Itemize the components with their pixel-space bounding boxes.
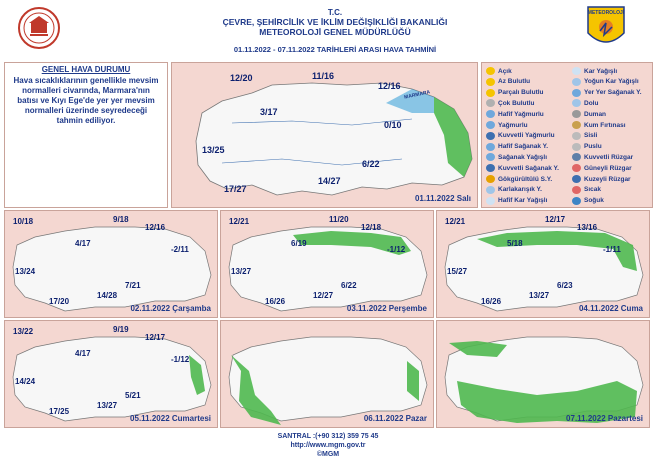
- legend-weather-icon: [486, 99, 495, 107]
- legend-weather-icon: [486, 143, 495, 151]
- main-temp-3: 12/16: [378, 81, 401, 91]
- legend-weather-icon: [572, 121, 581, 129]
- legend-label: Kar Yağışlı: [584, 67, 618, 75]
- legend-weather-icon: [486, 164, 495, 172]
- temperature-label: 7/21: [125, 281, 141, 290]
- temperature-label: -2/11: [171, 245, 189, 254]
- legend-item: [572, 89, 642, 97]
- temperature-label: 9/19: [113, 325, 129, 334]
- temperature-label: 14/24: [15, 377, 36, 386]
- main-temp-4: 3/17: [260, 107, 278, 117]
- legend-item: [572, 78, 639, 86]
- legend-label: Soğuk: [584, 197, 604, 205]
- temperature-label: 12/16: [145, 223, 166, 232]
- main-temp-2: 11/16: [312, 71, 335, 81]
- legend-item: [486, 89, 544, 97]
- temperature-label: 15/27: [447, 267, 468, 276]
- legend-item: [486, 78, 530, 86]
- forecast-map-panel: [4, 210, 218, 318]
- header-forecast-title: 01.11.2022 - 07.11.2022 TARİHLERİ ARASI HAVA TAHMİNİ: [233, 45, 437, 54]
- temperature-label: 6/19: [291, 239, 307, 248]
- temperature-label: 13/16: [577, 223, 598, 232]
- legend-item: [572, 197, 604, 205]
- temperature-label: 12/21: [445, 217, 466, 226]
- legend-label: Sisli: [584, 132, 598, 140]
- legend-label: Yağmurlu: [498, 121, 528, 129]
- legend-weather-icon: [486, 186, 495, 194]
- forecast-map-svg: [437, 211, 649, 317]
- legend-weather-icon: [486, 197, 495, 205]
- forecast-map-panel: [220, 320, 434, 428]
- temperature-label: 12/18: [361, 223, 382, 232]
- temperature-label: 9/18: [113, 215, 129, 224]
- legend-item: [572, 143, 602, 151]
- legend-weather-icon: [572, 164, 581, 172]
- forecast-date: 02.11.2022 Çarşamba: [130, 304, 211, 313]
- legend-weather-icon: [486, 89, 495, 97]
- temperature-label: -1/11: [603, 245, 621, 254]
- legend-label: Yoğun Kar Yağışlı: [584, 78, 639, 86]
- temperature-label: -1/12: [171, 355, 190, 364]
- temperature-label: 10/18: [13, 217, 34, 226]
- legend-item: [572, 132, 597, 140]
- temperature-label: 17/20: [49, 297, 70, 306]
- temperature-label: 12/27: [313, 291, 334, 300]
- temperature-label: -1/12: [387, 245, 406, 254]
- legend-item: [572, 121, 626, 129]
- temperature-label: 17/25: [49, 407, 70, 416]
- legend-weather-icon: [572, 99, 581, 107]
- temperature-label: 4/17: [75, 349, 91, 358]
- legend-item: [486, 175, 552, 183]
- temperature-label: 4/17: [75, 239, 91, 248]
- summary-title: GENEL HAVA DURUMU: [41, 65, 131, 74]
- legend-weather-icon: [572, 110, 581, 118]
- temperature-label: 5/21: [125, 391, 141, 400]
- legend-item: [486, 153, 547, 161]
- forecast-map-svg: [5, 211, 217, 317]
- temperature-label: 13/27: [529, 291, 550, 300]
- temperature-label: 13/22: [13, 327, 34, 336]
- header-ministry: ÇEVRE, ŞEHİRCİLİK VE İKLİM DEĞİŞİKLİĞİ BAKANLIĞI: [222, 17, 448, 27]
- legend-weather-icon: [572, 67, 581, 75]
- main-temp-9: 14/27: [318, 176, 341, 186]
- legend-label: Hafif Sağanak Y.: [498, 143, 549, 151]
- legend-label: Sıcak: [584, 186, 601, 194]
- forecast-map-panel: [436, 320, 650, 428]
- legend-weather-icon: [486, 175, 495, 183]
- legend-item: [572, 175, 631, 183]
- header-directorate: METEOROLOJİ GENEL MÜDÜRLÜĞÜ: [259, 27, 411, 37]
- legend-item: [486, 110, 544, 118]
- forecast-map-svg: [221, 321, 433, 427]
- legend-label: Duman: [584, 110, 607, 118]
- legend-label: Kum Fırtınası: [584, 121, 626, 129]
- forecast-map-panel: [436, 210, 650, 318]
- footer-website[interactable]: http://www.mgm.gov.tr: [290, 442, 366, 449]
- legend-item: [486, 132, 555, 140]
- main-map-panel: [171, 62, 478, 208]
- legend-weather-icon: [486, 132, 495, 140]
- legend-weather-icon: [572, 175, 581, 183]
- legend-item: [572, 67, 617, 75]
- main-temp-1: 12/20: [230, 73, 253, 83]
- temperature-label: 6/22: [341, 281, 357, 290]
- temperature-label: 13/24: [15, 267, 36, 276]
- legend-label: Kuvvetli Sağanak Y.: [498, 164, 559, 172]
- legend-label: Az Bulutlu: [498, 78, 531, 86]
- legend-weather-icon: [572, 143, 581, 151]
- legend-weather-icon: [572, 89, 581, 97]
- main-temp-5: 0/10: [384, 120, 402, 130]
- legend-item: [572, 110, 606, 118]
- legend-item: [486, 121, 528, 129]
- legend-label: Yer Yer Sağanak Y.: [584, 89, 642, 97]
- legend-weather-icon: [572, 132, 581, 140]
- legend-item: [486, 67, 512, 75]
- temperature-label: 12/21: [229, 217, 250, 226]
- legend-item: [486, 186, 542, 194]
- forecast-map-panel: [220, 210, 434, 318]
- legend-label: Gökgürültülü S.Y.: [498, 175, 553, 183]
- legend-item: [572, 186, 601, 194]
- legend-weather-icon: [572, 197, 581, 205]
- legend-weather-icon: [486, 78, 495, 86]
- temperature-label: 5/18: [507, 239, 523, 248]
- footer-copyright: ©MGM: [316, 451, 340, 458]
- meteoroloji-logo: [586, 5, 626, 51]
- forecast-date: 03.11.2022 Perşembe: [346, 304, 427, 313]
- temperature-label: 12/17: [145, 333, 166, 342]
- legend-item: [486, 143, 548, 151]
- main-temp-7: 6/22: [362, 159, 380, 169]
- forecast-map-svg: [5, 321, 217, 427]
- legend-label: Hafif Yağmurlu: [498, 110, 544, 118]
- marmara-label: MARMARA: [403, 89, 431, 101]
- temperature-label: 11/20: [329, 215, 349, 224]
- forecast-date: 06.11.2022 Pazar: [363, 414, 427, 423]
- legend-weather-icon: [486, 67, 495, 75]
- forecast-map-svg: [221, 211, 433, 317]
- legend-weather-icon: [572, 186, 581, 194]
- temperature-label: 14/28: [97, 291, 118, 300]
- legend-weather-icon: [486, 153, 495, 161]
- footer-phone: SANTRAL :(+90 312) 359 75 45: [277, 433, 379, 440]
- weather-summary-box: [4, 62, 168, 208]
- forecast-date: 05.11.2022 Cumartesi: [130, 414, 211, 423]
- forecast-map-svg: [437, 321, 649, 427]
- legend-label: Parçalı Bulutlu: [498, 89, 544, 97]
- legend-label: Güneyli Rüzgar: [584, 164, 632, 172]
- legend-weather-icon: [572, 78, 581, 86]
- legend-weather-icon: [572, 153, 581, 161]
- legend-item: [486, 197, 547, 205]
- temperature-label: 12/17: [545, 215, 566, 224]
- legend-label: Çok Bulutlu: [498, 99, 535, 107]
- temperature-label: 16/26: [481, 297, 502, 306]
- legend-label: Dolu: [584, 99, 599, 107]
- ministry-emblem-icon: [18, 6, 60, 50]
- forecast-date: 04.11.2022 Cuma: [578, 304, 643, 313]
- legend-item: [572, 99, 598, 107]
- forecast-date: 07.11.2022 Pazartesi: [566, 414, 643, 423]
- legend-label: Açık: [498, 67, 512, 75]
- logo-text: METEOROLOJİ: [587, 10, 625, 16]
- legend-label: Kuvvetli Rüzgar: [584, 153, 634, 161]
- legend-box: [481, 62, 653, 208]
- legend-item: [486, 99, 534, 107]
- temperature-label: 16/26: [265, 297, 286, 306]
- legend-label: Kuzeyli Rüzgar: [584, 175, 631, 183]
- legend-item: [486, 164, 559, 172]
- header-tc: T.C.: [327, 8, 343, 17]
- legend-item: [572, 153, 633, 161]
- temperature-label: 13/27: [97, 401, 118, 410]
- temperature-label: 13/27: [231, 267, 252, 276]
- forecast-map-panel: [4, 320, 218, 428]
- legend-weather-icon: [486, 121, 495, 129]
- legend-label: Hafif Kar Yağışlı: [498, 197, 548, 205]
- temperature-label: 6/23: [557, 281, 573, 290]
- main-temp-6: 13/25: [202, 145, 225, 155]
- legend-label: Karlakarışık Y.: [498, 186, 542, 194]
- legend-label: Sağanak Yağışlı: [498, 153, 548, 161]
- legend-label: Puslu: [584, 143, 602, 151]
- legend-weather-icon: [486, 110, 495, 118]
- summary-text: Hava sıcaklıklarının genellikle mevsim normalleri civarında, Marmara'nın batısı ve Kıyı Ege'de yer yer mevsim normalleri üzerinde seyredeceği tahmin ediliyor.: [13, 76, 159, 125]
- main-map-date: 01.11.2022 Salı: [414, 194, 471, 203]
- legend-label: Kuvvetli Yağmurlu: [498, 132, 555, 140]
- main-temp-8: 17/27: [224, 184, 247, 194]
- legend-item: [572, 164, 632, 172]
